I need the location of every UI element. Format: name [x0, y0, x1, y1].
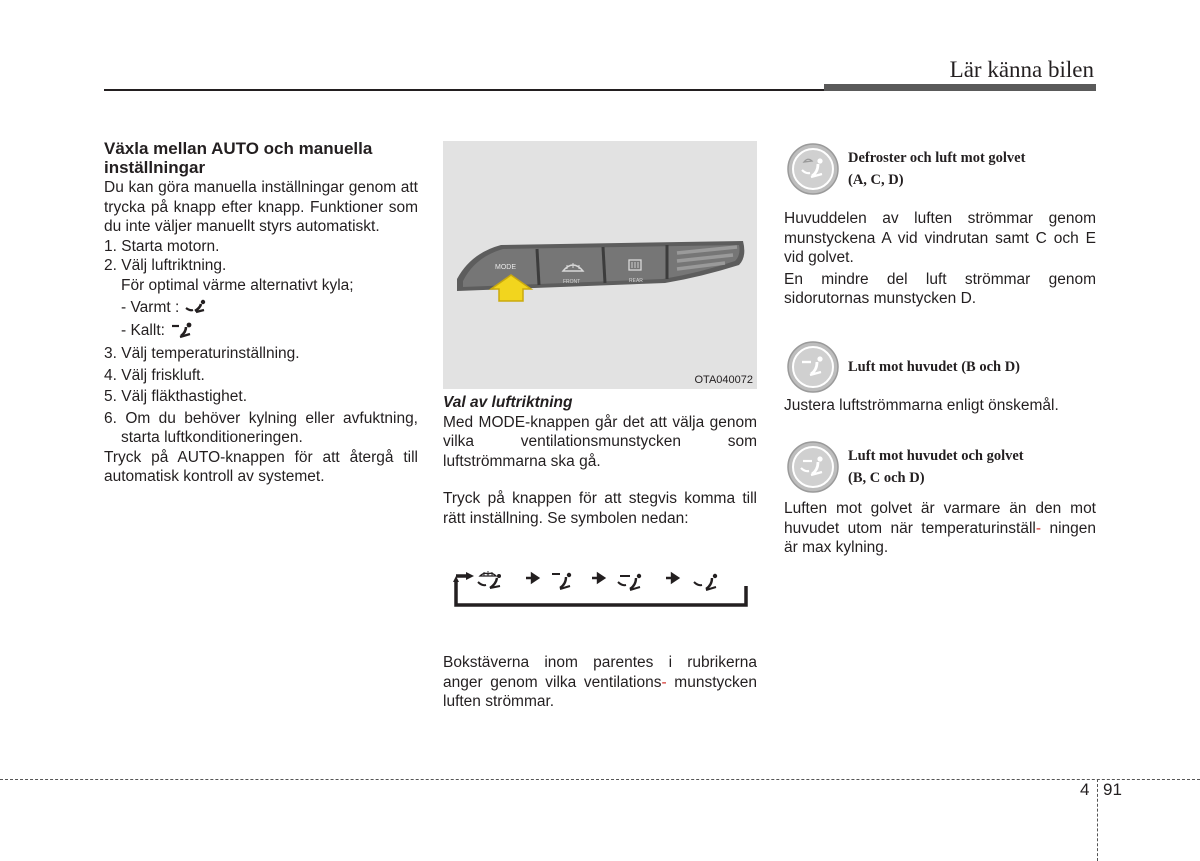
- floor-mode-icon: [694, 574, 717, 590]
- figure-caption: Val av luftriktning: [443, 394, 573, 411]
- section-bi-level: [784, 440, 1096, 494]
- arrow-right-icon: [666, 574, 678, 582]
- section-defrost-floor: [784, 142, 1096, 196]
- page-number: 91: [1103, 780, 1122, 799]
- section-title-line-2: (A, C, D): [848, 172, 904, 188]
- defrost-floor-paragraph-1: Huvuddelen av luften strömmar genom munstyckena A vid vindrutan samt C och E vid golvet.: [784, 210, 1096, 266]
- mode-paragraph-3-end: munstycken luften strömmar.: [443, 673, 757, 710]
- section-title-line-1: Luft mot huvudet och golvet: [848, 448, 1024, 464]
- step-5: 5. Välj fläkthastighet.: [104, 388, 248, 405]
- defrost-floor-paragraph-2: En mindre del luft strömmar genom sidorutornas munstycken D.: [784, 270, 1096, 307]
- footer-rule: [0, 779, 1200, 780]
- face-paragraph: Justera luftströmmarna enligt önskemål.: [784, 396, 1059, 414]
- section-heading: Växla mellan AUTO och manuella inställningar: [104, 139, 373, 177]
- bi-level-paragraph: [784, 499, 1096, 558]
- hyphen: -: [1035, 519, 1042, 537]
- hyphen: -: [661, 673, 667, 691]
- section-title-bi-level: [848, 445, 1024, 489]
- bi-level-paragraph-end: ningen är max kylning.: [784, 519, 1096, 556]
- intro-paragraph: Du kan göra manuella inställningar genom att trycka på knapp efter knapp. Funktioner som du inte väljer manuellt styrs automatiskt.: [104, 179, 418, 235]
- step-3: 3. Välj temperaturinställning.: [104, 345, 300, 362]
- mode-paragraph-3-text: Bokstäverna inom parentes i rubrikerna anger genom vilka ventilations: [443, 654, 757, 691]
- mode-paragraph-3: [443, 653, 757, 712]
- arrow-right-icon: [526, 574, 538, 582]
- step-1: 1. Starta motorn.: [104, 237, 220, 255]
- step-6: 6. Om du behöver kylning eller avfuktning, starta luftkonditioneringen.: [104, 409, 418, 446]
- defrost-floor-mode-icon: [786, 142, 840, 196]
- arrow-right-icon: [592, 574, 604, 582]
- defrost-floor-mode-icon: [478, 571, 501, 588]
- right-column: [784, 142, 1096, 558]
- section-title-line-2: (B, C och D): [848, 470, 925, 486]
- mode-paragraph-1: Med MODE-knappen går det att välja genom vilka ventilationsmunstycken som luftströmmarna ska gå.: [443, 413, 757, 470]
- figure-code: OTA040072: [694, 374, 753, 386]
- face-mode-icon: [552, 573, 571, 589]
- cold-option: [104, 320, 418, 342]
- section-title-defrost-floor: [848, 147, 1025, 191]
- header-rule: [104, 89, 826, 91]
- control-panel-illustration: [443, 141, 757, 389]
- cold-label: - Kallt:: [121, 322, 165, 340]
- section-title-face: Luft mot huvudet (B och D): [848, 358, 1020, 375]
- face-mode-icon: [786, 340, 840, 394]
- section-face: [784, 340, 1096, 394]
- rear-key-label: REAR: [629, 278, 643, 284]
- outro-paragraph: Tryck på AUTO-knappen för att återgå till automatisk kontroll av systemet.: [104, 448, 418, 485]
- chapter-number: 4: [1080, 780, 1090, 799]
- bi-level-mode-icon: [786, 440, 840, 494]
- floor-mode-icon: [184, 298, 210, 318]
- left-column: [104, 139, 418, 487]
- step-2-note: För optimal värme alternativt kyla;: [121, 276, 354, 294]
- header-rule-accent: [824, 84, 1096, 91]
- mode-sequence-diagram: [452, 562, 752, 608]
- front-key-label: FRONT: [563, 279, 581, 285]
- mode-button-figure: [443, 141, 757, 389]
- middle-column-bottom: [443, 653, 757, 712]
- warm-label: - Varmt :: [121, 299, 180, 317]
- page-header-title: Lär känna bilen: [949, 57, 1094, 82]
- step-2: 2. Välj luftriktning.: [104, 257, 227, 274]
- mode-key-label: MODE: [495, 264, 516, 271]
- mode-paragraph-2: Tryck på knappen för att stegvis komma till rätt inställning. Se symbolen nedan:: [443, 490, 757, 527]
- bi-level-paragraph-text: Luften mot golvet är varmare än den mot huvudet utom när temperaturinställ: [784, 500, 1096, 537]
- bi-level-mode-icon: [618, 574, 641, 590]
- middle-column: [443, 393, 757, 528]
- warm-option: [104, 298, 418, 318]
- step-4: 4. Välj friskluft.: [104, 366, 205, 384]
- footer-divider: [1097, 779, 1098, 861]
- face-mode-icon: [169, 320, 195, 342]
- section-title-line-1: Defroster och luft mot golvet: [848, 150, 1026, 166]
